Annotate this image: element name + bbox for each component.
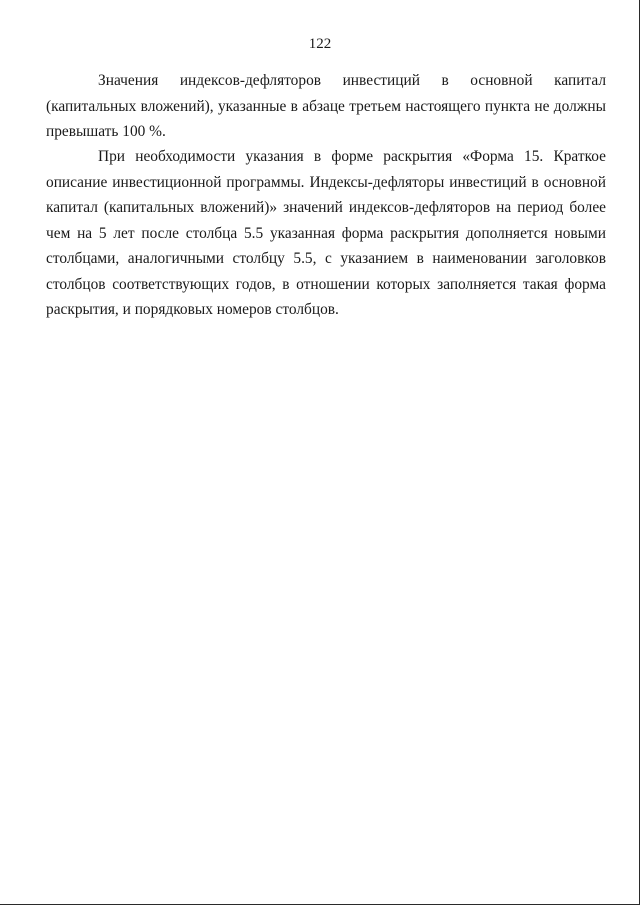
page-number: 122	[308, 36, 332, 52]
paragraph-1-container	[46, 68, 606, 145]
paragraph-2: При необходимости указания в форме раскрытия «Форма 15. Краткое описание инвестиционной программы. Индексы-дефляторы инвестиций в основной капитал (капитальных вложений)» значений индексов-дефляторов на период более чем на 5 лет после столбца 5.5 указанная форма раскрытия дополняется новыми столбцами, аналогичными столбцу 5.5, с указанием в наименовании заголовков столбцов соответствующих годов, в отношении которых заполняется такая форма раскрытия, и порядковых номеров столбцов.	[46, 148, 606, 318]
paragraph-2-container	[46, 144, 606, 323]
paragraph-1: Значения индексов-дефляторов инвестиций в основной капитал (капитальных вложений), указанные в абзаце третьем настоящего пункта не должны превышать 100 %.	[46, 72, 606, 140]
